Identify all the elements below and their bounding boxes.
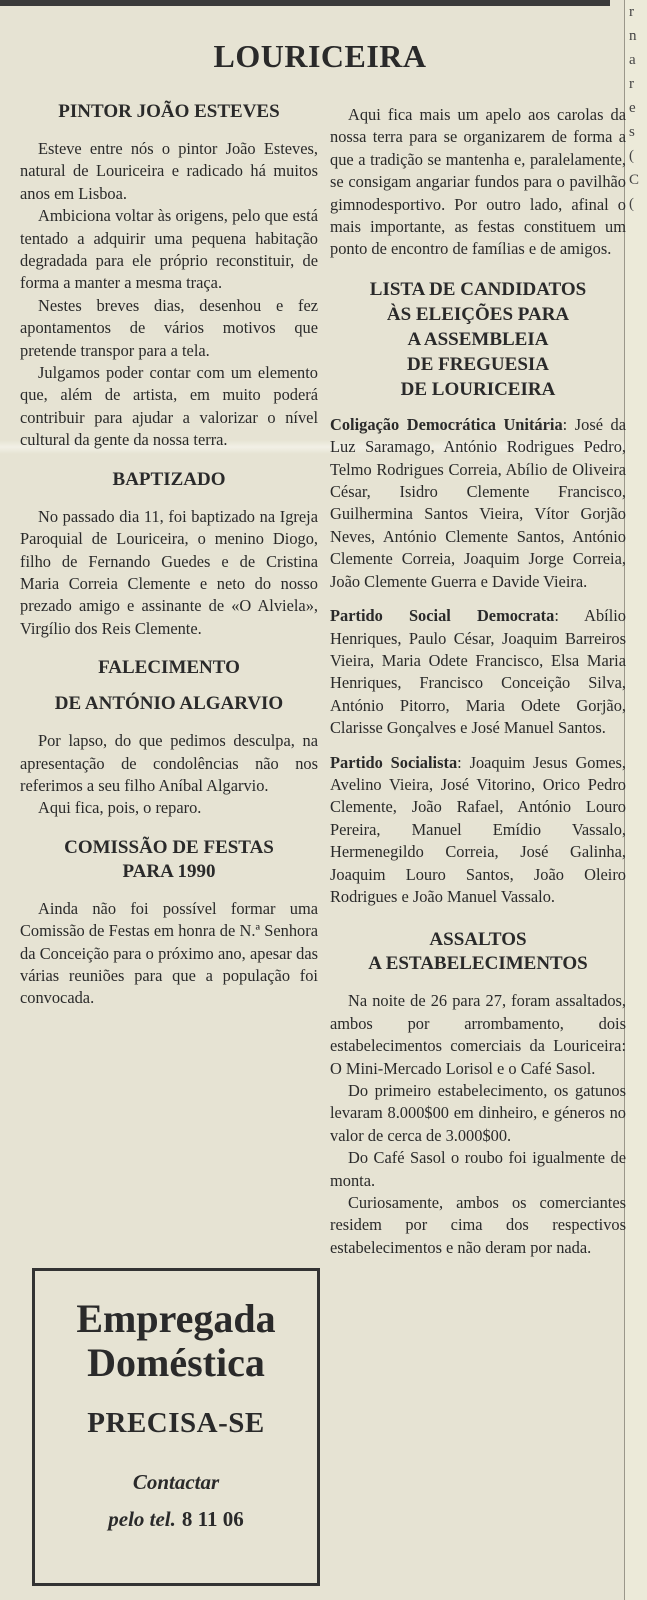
article-title: FALECIMENTO — [98, 657, 240, 679]
title-line: DE FREGUESIA — [407, 353, 549, 375]
adjacent-column-edge — [624, 0, 647, 1600]
paragraph: Nestes breves dias, desenhou e fez apontamentos de vários motivos que pretende transpor para a tela. — [20, 295, 318, 360]
paragraph: Curiosamente, ambos os comerciantes residem por cima dos respectivos estabelecimentos e não deram por nada. — [330, 1193, 626, 1257]
title-line: ÀS ELEIÇÕES PARA — [386, 303, 570, 325]
title-line: LISTA DE CANDIDATOS — [369, 278, 587, 300]
classified-ad — [32, 1268, 320, 1586]
article-title: BAPTIZADO — [112, 468, 226, 490]
edge-fragment: C — [629, 172, 640, 188]
edge-fragment: r — [629, 4, 634, 20]
edge-fragment: s — [629, 124, 635, 140]
paragraph: Ainda não foi possível formar uma Comissão de Festas em honra de N.ª Senhora da Conceição para o próximo ano, apesar das várias reuniões para que a população foi convocada. — [20, 898, 318, 1008]
party-members: : Joaquim Jesus Gomes, Avelino Vieira, José Vitorino, Orico Pedro Clemente, João Rafael, António Louro Pereira, Manuel Emídio Vassalo, Hermenegildo Correia, José Galinha, Joaquim Louro Santos, João Oleiro Rodrigues e João Manuel Vassalo. — [330, 752, 626, 906]
ad-phone — [35, 1507, 317, 1532]
party-name: Coligação Democrática Unitária — [330, 414, 563, 434]
article-lista — [330, 277, 626, 909]
ad-phone-number: 8 11 06 — [181, 1507, 244, 1531]
paragraph: Do Café Sasol o roubo foi igualmente de monta. — [330, 1148, 626, 1190]
edge-fragment: r — [629, 76, 634, 92]
article-title — [330, 277, 626, 402]
paragraph: Na noite de 26 para 27, foram assaltados, ambos por arrombamento, dois estabelecimentos comerciais da Louriceira: O Mini-Mercado Lorisol e o Café Sasol. — [330, 991, 626, 1078]
article-title: COMISSÃO DE FESTAS — [64, 836, 274, 858]
article-comissao — [20, 836, 318, 1010]
article-baptizado — [20, 468, 318, 640]
paragraph: Aqui fica, pois, o reparo. — [38, 798, 202, 818]
ad-phone-prefix: pelo tel. — [108, 1507, 176, 1531]
paragraph: Ambiciona voltar às origens, pelo que está tentado a adquirir uma pequena habitação degradada para ele próprio reconstituir, de forma a manter a mesma traça. — [20, 206, 318, 293]
article-title: A ESTABELECIMENTOS — [368, 953, 588, 975]
party-list — [330, 752, 626, 909]
paragraph: Esteve entre nós o pintor João Esteves, natural de Louriceira e radicado há muitos anos em Lisboa. — [20, 139, 318, 203]
party-members: : José da Luz Saramago, António Rodrigues Pedro, Telmo Rodrigues Correia, Abílio de Oliveira César, Isidro Clemente Francisco, Guilhermina Santos Vieira, Vítor Gorjão Neves, António Clemente Santos, António Clemente Correia, Joaquim Jorge Correia, João Clemente Guerra e Davide Vieira. — [330, 414, 626, 591]
party-members: : Abílio Henriques, Paulo César, Joaquim Barreiros Vieira, Maria Odete Francisco, Elsa Maria Henriques, Francisco Conceição Silva, António Pitorro, Maria Odete Gorjão, Clarisse Gonçalves e José Manuel Santos. — [330, 606, 627, 738]
article-pintor — [20, 100, 318, 452]
edge-fragment: ( — [629, 148, 634, 164]
paragraph: No passado dia 11, foi baptizado na Igreja Paroquial de Louriceira, o menino Diogo, filho de Fernando Guedes e de Cristina Maria Correia Clemente e neto do nosso prezado amigo e assinante de «O Alviela», Virgílio dos Reis Clemente. — [20, 506, 318, 638]
article-assaltos — [330, 928, 626, 1259]
paragraph: Aqui fica mais um apelo aos carolas da nossa terra para se organizarem de forma a que a tradição se mantenha e, paralelamente, se consigam angariar fundos para o pavilhão gimnodesportivo. Por outro lado, afinal o mais importante, as festas constituem um ponto de encontro de famílias e de amigos. — [330, 105, 626, 259]
party-list — [330, 605, 626, 739]
edge-fragment: a — [629, 52, 636, 68]
edge-fragment: e — [629, 100, 636, 116]
ad-line: Doméstica — [87, 1340, 265, 1385]
left-column — [20, 100, 318, 1026]
article-title: ASSALTOS — [429, 929, 527, 951]
party-list — [330, 414, 626, 593]
party-name: Partido Socialista — [330, 752, 458, 772]
article-title: PARA 1990 — [122, 860, 216, 882]
article-falecimento — [20, 656, 318, 820]
top-rule — [0, 0, 610, 6]
masthead-title: LOURICEIRA — [213, 38, 427, 74]
ad-headline — [35, 1297, 317, 1385]
paragraph: Do primeiro estabelecimento, os gatunos levaram 8.000$00 em dinheiro, e géneros no valor de cerca de 3.000$00. — [330, 1081, 626, 1145]
paragraph: Julgamos poder contar com um elemento que, além de artista, em muito poderá contribuir para ajudar a valorizar o nível cultural da gente da nossa terra. — [20, 363, 318, 450]
ad-contact-label: Contactar — [132, 1470, 220, 1494]
ad-subheadline: PRECISA-SE — [87, 1407, 265, 1439]
edge-fragment: ( — [629, 196, 634, 212]
article-title: DE ANTÓNIO ALGARVIO — [54, 693, 284, 715]
right-column — [330, 104, 626, 1275]
article-title: PINTOR JOÃO ESTEVES — [58, 101, 280, 122]
article-comissao-continued — [330, 104, 626, 261]
party-name: Partido Social Democrata — [330, 606, 555, 626]
ad-line: Empregada — [76, 1296, 276, 1341]
paragraph: Por lapso, do que pedimos desculpa, na apresentação de condolências não nos referimos a seu filho Aníbal Algarvio. — [20, 731, 318, 795]
title-line: DE LOURICEIRA — [400, 378, 556, 400]
edge-fragment: n — [629, 28, 637, 44]
title-line: A ASSEMBLEIA — [407, 328, 549, 350]
